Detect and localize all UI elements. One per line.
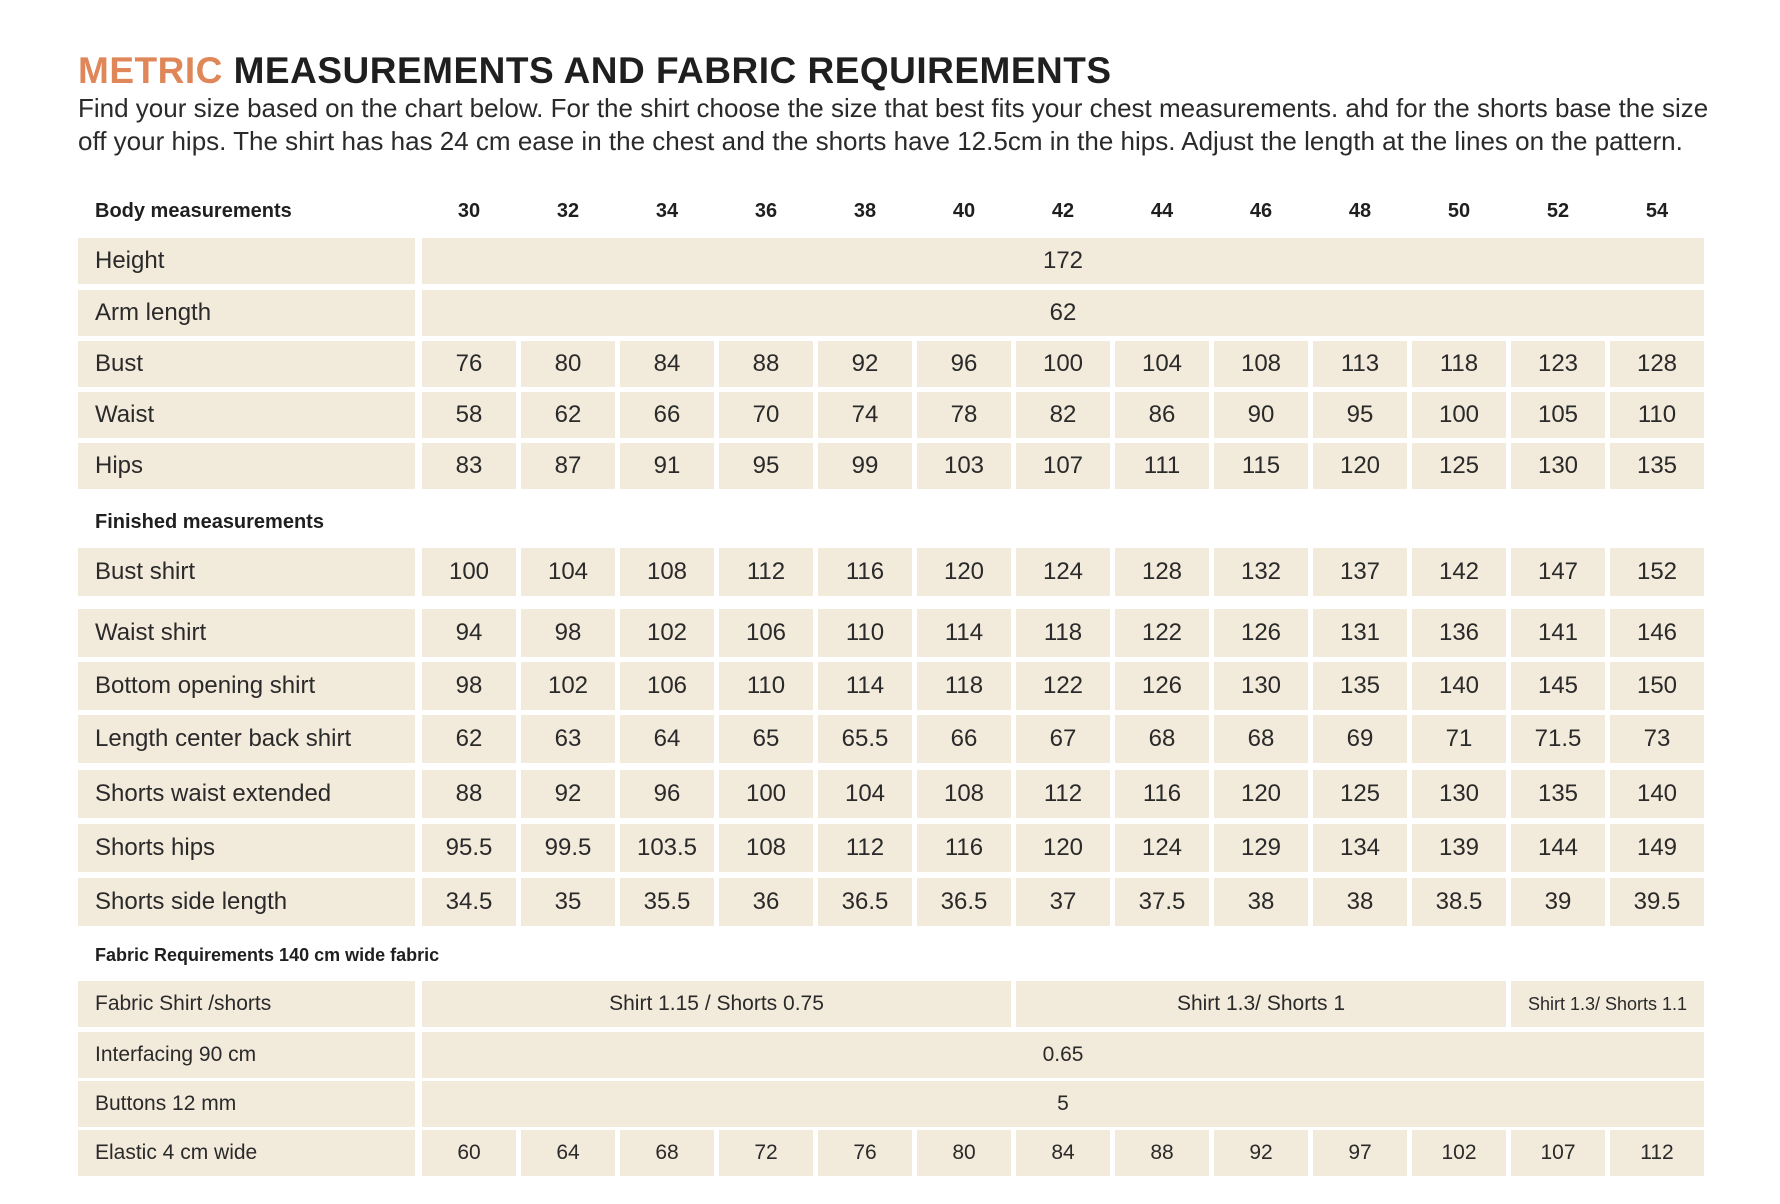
- length-center-back-shirt-cell: 66: [917, 715, 1011, 763]
- bust-cell: 104: [1115, 341, 1209, 387]
- bust-cell: 113: [1313, 341, 1407, 387]
- size-header-44: 44: [1150, 200, 1174, 222]
- waist-cell: 74: [818, 392, 912, 438]
- elastic-4-cm-wide-cell: 97: [1313, 1130, 1407, 1176]
- shorts-hips-cell: 112: [818, 824, 912, 872]
- waist-shirt-cell: 122: [1115, 609, 1209, 657]
- bust-shirt-cell: 147: [1511, 548, 1605, 596]
- shorts-waist-extended-cell: 104: [818, 770, 912, 818]
- shorts-waist-extended-cell: 88: [422, 770, 516, 818]
- waist-cell: 78: [917, 392, 1011, 438]
- size-header-30: 30: [457, 200, 481, 222]
- bust-shirt-cell: 120: [917, 548, 1011, 596]
- length-center-back-shirt-cell: 64: [620, 715, 714, 763]
- elastic-4-cm-wide-cell: 76: [818, 1130, 912, 1176]
- hips-cell: 87: [521, 443, 615, 489]
- shorts-hips-cell: 108: [719, 824, 813, 872]
- shorts-side-length-cell: 38: [1313, 878, 1407, 926]
- shorts-side-length-cell: 34.5: [422, 878, 516, 926]
- row-label-bottom-opening-shirt: Bottom opening shirt: [78, 662, 415, 710]
- arm-length-value: 62: [422, 290, 1704, 336]
- shorts-waist-extended-cell: 100: [719, 770, 813, 818]
- bust-cell: 128: [1610, 341, 1704, 387]
- length-center-back-shirt-cell: 69: [1313, 715, 1407, 763]
- waist-shirt-cell: 126: [1214, 609, 1308, 657]
- elastic-4-cm-wide-cell: 64: [521, 1130, 615, 1176]
- hips-cell: 135: [1610, 443, 1704, 489]
- intro-text: Find your size based on the chart below. For the shirt choose the size that best fits your chest measurements. ahd for the shorts base the size off your hips. The shirt has has 24 cm ease in the chest and the shorts have 12.5cm in the hips. Adjust the length at the lines on the pattern.: [78, 93, 1709, 156]
- bust-shirt-cell: 108: [620, 548, 714, 596]
- bust-shirt-cell: 100: [422, 548, 516, 596]
- size-header-38: 38: [853, 200, 877, 222]
- hips-cell: 115: [1214, 443, 1308, 489]
- hips-cell: 107: [1016, 443, 1110, 489]
- elastic-4-cm-wide-cell: 80: [917, 1130, 1011, 1176]
- fabric-requirements-heading: Fabric Requirements 140 cm wide fabric: [95, 945, 440, 965]
- bust-shirt-cell: 152: [1610, 548, 1704, 596]
- shorts-side-length-cell: 35.5: [620, 878, 714, 926]
- waist-cell: 62: [521, 392, 615, 438]
- elastic-4-cm-wide-cell: 107: [1511, 1130, 1605, 1176]
- bottom-opening-shirt-cell: 140: [1412, 662, 1506, 710]
- waist-shirt-cell: 110: [818, 609, 912, 657]
- shorts-waist-extended-cell: 120: [1214, 770, 1308, 818]
- length-center-back-shirt-cell: 71.5: [1511, 715, 1605, 763]
- row-label-shorts-hips: Shorts hips: [78, 824, 415, 872]
- hips-cell: 111: [1115, 443, 1209, 489]
- elastic-4-cm-wide-cell: 68: [620, 1130, 714, 1176]
- size-header-36: 36: [754, 200, 778, 222]
- waist-cell: 110: [1610, 392, 1704, 438]
- interfacing-90-cm-value: 0.65: [422, 1032, 1704, 1078]
- length-center-back-shirt-cell: 63: [521, 715, 615, 763]
- size-header-46: 46: [1249, 200, 1273, 222]
- bust-cell: 84: [620, 341, 714, 387]
- row-label-fabric-shirt-shorts: Fabric Shirt /shorts: [78, 981, 415, 1027]
- shorts-side-length-cell: 36: [719, 878, 813, 926]
- height-value: 172: [422, 238, 1704, 284]
- bottom-opening-shirt-cell: 114: [818, 662, 912, 710]
- hips-cell: 125: [1412, 443, 1506, 489]
- length-center-back-shirt-cell: 68: [1214, 715, 1308, 763]
- fabric-shirt-shorts-group: Shirt 1.15 / Shorts 0.75: [422, 981, 1011, 1027]
- shorts-waist-extended-cell: 140: [1610, 770, 1704, 818]
- row-label-height: Height: [78, 238, 415, 284]
- waist-cell: 70: [719, 392, 813, 438]
- length-center-back-shirt-cell: 68: [1115, 715, 1209, 763]
- waist-cell: 90: [1214, 392, 1308, 438]
- shorts-side-length-cell: 37.5: [1115, 878, 1209, 926]
- waist-shirt-cell: 94: [422, 609, 516, 657]
- shorts-hips-cell: 124: [1115, 824, 1209, 872]
- shorts-side-length-cell: 38: [1214, 878, 1308, 926]
- shorts-hips-cell: 149: [1610, 824, 1704, 872]
- waist-cell: 86: [1115, 392, 1209, 438]
- elastic-4-cm-wide-cell: 112: [1610, 1130, 1704, 1176]
- shorts-hips-cell: 99.5: [521, 824, 615, 872]
- bottom-opening-shirt-cell: 135: [1313, 662, 1407, 710]
- row-label-bust-shirt: Bust shirt: [78, 548, 415, 596]
- bottom-opening-shirt-cell: 122: [1016, 662, 1110, 710]
- row-label-waist: Waist: [78, 392, 415, 438]
- shorts-hips-cell: 120: [1016, 824, 1110, 872]
- shorts-side-length-cell: 36.5: [917, 878, 1011, 926]
- shorts-hips-cell: 129: [1214, 824, 1308, 872]
- elastic-4-cm-wide-cell: 102: [1412, 1130, 1506, 1176]
- fabric-shirt-shorts-group: Shirt 1.3/ Shorts 1: [1016, 981, 1506, 1027]
- size-header-50: 50: [1447, 200, 1471, 222]
- bottom-opening-shirt-cell: 126: [1115, 662, 1209, 710]
- shorts-side-length-cell: 37: [1016, 878, 1110, 926]
- hips-cell: 99: [818, 443, 912, 489]
- shorts-side-length-cell: 38.5: [1412, 878, 1506, 926]
- length-center-back-shirt-cell: 65: [719, 715, 813, 763]
- bust-cell: 108: [1214, 341, 1308, 387]
- elastic-4-cm-wide-cell: 88: [1115, 1130, 1209, 1176]
- bust-cell: 80: [521, 341, 615, 387]
- shorts-hips-cell: 134: [1313, 824, 1407, 872]
- row-label-interfacing-90-cm: Interfacing 90 cm: [78, 1032, 415, 1078]
- size-header-52: 52: [1546, 200, 1570, 222]
- size-header-48: 48: [1348, 200, 1372, 222]
- finished-measurements-heading: Finished measurements: [95, 511, 324, 533]
- buttons-12-mm-value: 5: [422, 1081, 1704, 1127]
- bottom-opening-shirt-cell: 150: [1610, 662, 1704, 710]
- waist-cell: 82: [1016, 392, 1110, 438]
- waist-shirt-cell: 118: [1016, 609, 1110, 657]
- bust-cell: 96: [917, 341, 1011, 387]
- bottom-opening-shirt-cell: 110: [719, 662, 813, 710]
- row-label-shorts-waist-extended: Shorts waist extended: [78, 770, 415, 818]
- bust-shirt-cell: 124: [1016, 548, 1110, 596]
- row-label-bust: Bust: [78, 341, 415, 387]
- waist-cell: 58: [422, 392, 516, 438]
- waist-shirt-cell: 141: [1511, 609, 1605, 657]
- waist-shirt-cell: 146: [1610, 609, 1704, 657]
- size-header-54: 54: [1645, 200, 1669, 222]
- length-center-back-shirt-cell: 71: [1412, 715, 1506, 763]
- shorts-side-length-cell: 39: [1511, 878, 1605, 926]
- waist-cell: 66: [620, 392, 714, 438]
- size-header-40: 40: [952, 200, 976, 222]
- bust-shirt-cell: 132: [1214, 548, 1308, 596]
- waist-cell: 105: [1511, 392, 1605, 438]
- hips-cell: 130: [1511, 443, 1605, 489]
- bottom-opening-shirt-cell: 145: [1511, 662, 1605, 710]
- row-label-buttons-12-mm: Buttons 12 mm: [78, 1081, 415, 1127]
- bottom-opening-shirt-cell: 98: [422, 662, 516, 710]
- waist-shirt-cell: 131: [1313, 609, 1407, 657]
- waist-shirt-cell: 106: [719, 609, 813, 657]
- hips-cell: 95: [719, 443, 813, 489]
- bust-shirt-cell: 142: [1412, 548, 1506, 596]
- elastic-4-cm-wide-cell: 84: [1016, 1130, 1110, 1176]
- bust-shirt-cell: 137: [1313, 548, 1407, 596]
- row-label-arm-length: Arm length: [78, 290, 415, 336]
- shorts-side-length-cell: 36.5: [818, 878, 912, 926]
- length-center-back-shirt-cell: 67: [1016, 715, 1110, 763]
- row-label-length-center-back-shirt: Length center back shirt: [78, 715, 415, 763]
- bust-cell: 76: [422, 341, 516, 387]
- shorts-side-length-cell: 39.5: [1610, 878, 1704, 926]
- bust-cell: 92: [818, 341, 912, 387]
- waist-shirt-cell: 114: [917, 609, 1011, 657]
- shorts-waist-extended-cell: 130: [1412, 770, 1506, 818]
- shorts-waist-extended-cell: 135: [1511, 770, 1605, 818]
- row-label-elastic-4-cm-wide: Elastic 4 cm wide: [78, 1130, 415, 1176]
- waist-shirt-cell: 136: [1412, 609, 1506, 657]
- waist-shirt-cell: 102: [620, 609, 714, 657]
- shorts-hips-cell: 103.5: [620, 824, 714, 872]
- waist-cell: 95: [1313, 392, 1407, 438]
- fabric-shirt-shorts-group: Shirt 1.3/ Shorts 1.1: [1511, 981, 1704, 1027]
- bust-shirt-cell: 128: [1115, 548, 1209, 596]
- page-title: [78, 50, 1112, 92]
- bust-cell: 118: [1412, 341, 1506, 387]
- size-header-34: 34: [655, 200, 679, 222]
- hips-cell: 91: [620, 443, 714, 489]
- bust-shirt-cell: 116: [818, 548, 912, 596]
- shorts-hips-cell: 95.5: [422, 824, 516, 872]
- waist-cell: 100: [1412, 392, 1506, 438]
- bust-cell: 100: [1016, 341, 1110, 387]
- hips-cell: 103: [917, 443, 1011, 489]
- elastic-4-cm-wide-cell: 60: [422, 1130, 516, 1176]
- shorts-hips-cell: 116: [917, 824, 1011, 872]
- shorts-waist-extended-cell: 92: [521, 770, 615, 818]
- shorts-hips-cell: 144: [1511, 824, 1605, 872]
- shorts-waist-extended-cell: 96: [620, 770, 714, 818]
- length-center-back-shirt-cell: 73: [1610, 715, 1704, 763]
- length-center-back-shirt-cell: 62: [422, 715, 516, 763]
- row-label-shorts-side-length: Shorts side length: [78, 878, 415, 926]
- size-header-32: 32: [556, 200, 580, 222]
- bust-cell: 123: [1511, 341, 1605, 387]
- shorts-waist-extended-cell: 125: [1313, 770, 1407, 818]
- elastic-4-cm-wide-cell: 72: [719, 1130, 813, 1176]
- shorts-waist-extended-cell: 108: [917, 770, 1011, 818]
- bust-shirt-cell: 104: [521, 548, 615, 596]
- shorts-waist-extended-cell: 116: [1115, 770, 1209, 818]
- shorts-hips-cell: 139: [1412, 824, 1506, 872]
- waist-shirt-cell: 98: [521, 609, 615, 657]
- bottom-opening-shirt-cell: 106: [620, 662, 714, 710]
- title-rest: MEASUREMENTS AND FABRIC REQUIREMENTS: [222, 50, 1112, 91]
- shorts-waist-extended-cell: 112: [1016, 770, 1110, 818]
- bottom-opening-shirt-cell: 102: [521, 662, 615, 710]
- hips-cell: 120: [1313, 443, 1407, 489]
- elastic-4-cm-wide-cell: 92: [1214, 1130, 1308, 1176]
- bust-shirt-cell: 112: [719, 548, 813, 596]
- bust-cell: 88: [719, 341, 813, 387]
- bottom-opening-shirt-cell: 130: [1214, 662, 1308, 710]
- bottom-opening-shirt-cell: 118: [917, 662, 1011, 710]
- row-label-hips: Hips: [78, 443, 415, 489]
- length-center-back-shirt-cell: 65.5: [818, 715, 912, 763]
- body-measurements-heading: Body measurements: [95, 200, 292, 222]
- hips-cell: 83: [422, 443, 516, 489]
- title-accent: METRIC: [78, 50, 223, 91]
- row-label-waist-shirt: Waist shirt: [78, 609, 415, 657]
- shorts-side-length-cell: 35: [521, 878, 615, 926]
- size-header-42: 42: [1051, 200, 1075, 222]
